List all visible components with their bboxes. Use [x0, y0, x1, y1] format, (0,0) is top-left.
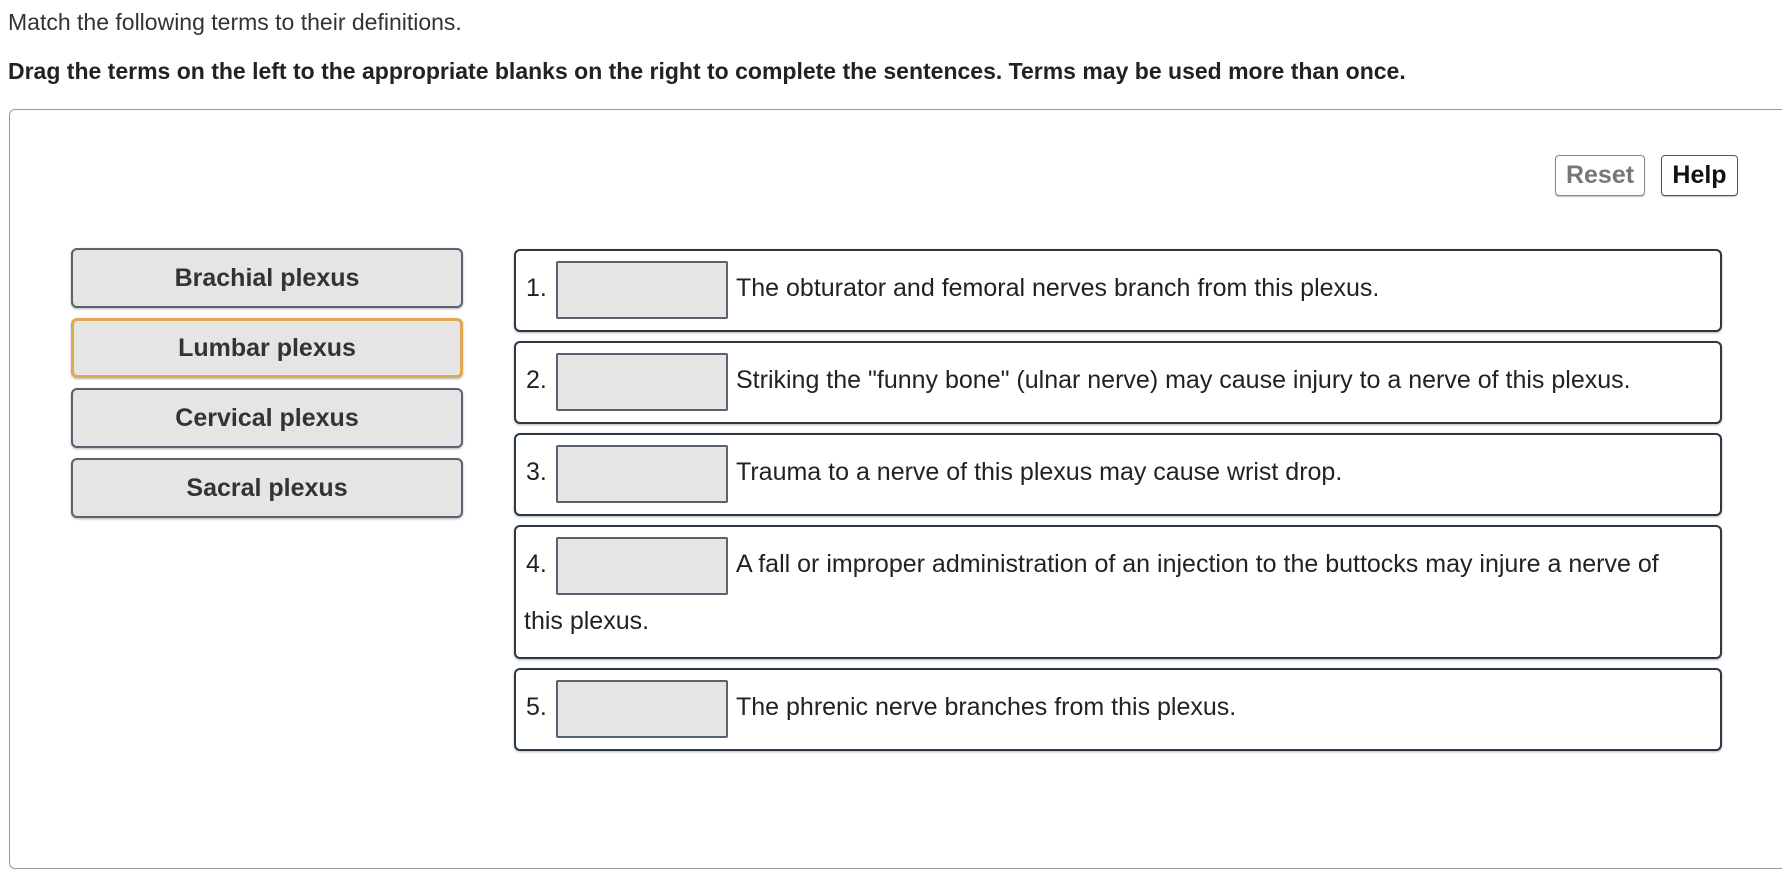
- sentence-row-4: [514, 525, 1722, 659]
- term-brachial-plexus[interactable]: Brachial plexus: [71, 248, 463, 308]
- sentence-text: The phrenic nerve branches from this plexus.: [736, 693, 1237, 721]
- drop-blank-5[interactable]: [556, 680, 728, 738]
- term-lumbar-plexus[interactable]: Lumbar plexus: [71, 318, 463, 378]
- drop-blank-4[interactable]: [556, 537, 728, 595]
- sentence-number: 2.: [526, 366, 547, 394]
- drop-blank-2[interactable]: [556, 353, 728, 411]
- sentence-row-5: [514, 668, 1722, 751]
- sentence-number: 3.: [526, 458, 547, 486]
- sentence-row-2: [514, 341, 1722, 424]
- help-button[interactable]: Help: [1661, 155, 1738, 196]
- sentence-text: Striking the "funny bone" (ulnar nerve) may cause injury to a nerve of this plexus.: [736, 366, 1631, 394]
- drag-directions: Drag the terms on the left to the appropriate blanks on the right to complete the sentences. Terms may be used more than once.: [8, 58, 1406, 84]
- sentence-number: 5.: [526, 693, 547, 721]
- term-cervical-plexus[interactable]: Cervical plexus: [71, 388, 463, 448]
- sentence-text: The obturator and femoral nerves branch from this plexus.: [736, 274, 1380, 302]
- sentence-row-3: [514, 433, 1722, 516]
- sentence-number: 4.: [526, 550, 547, 578]
- drop-blank-1[interactable]: [556, 261, 728, 319]
- sentence-text: Trauma to a nerve of this plexus may cause wrist drop.: [736, 458, 1343, 486]
- sentence-text-continued: this plexus.: [524, 607, 650, 635]
- sentence-text: A fall or improper administration of an injection to the buttocks may injure a nerve of: [736, 550, 1659, 578]
- sentence-number: 1.: [526, 274, 547, 302]
- drop-blank-3[interactable]: [556, 445, 728, 503]
- reset-button[interactable]: Reset: [1555, 155, 1645, 196]
- question-instruction: Match the following terms to their definitions.: [8, 9, 462, 35]
- sentence-row-1: [514, 249, 1722, 332]
- term-sacral-plexus[interactable]: Sacral plexus: [71, 458, 463, 518]
